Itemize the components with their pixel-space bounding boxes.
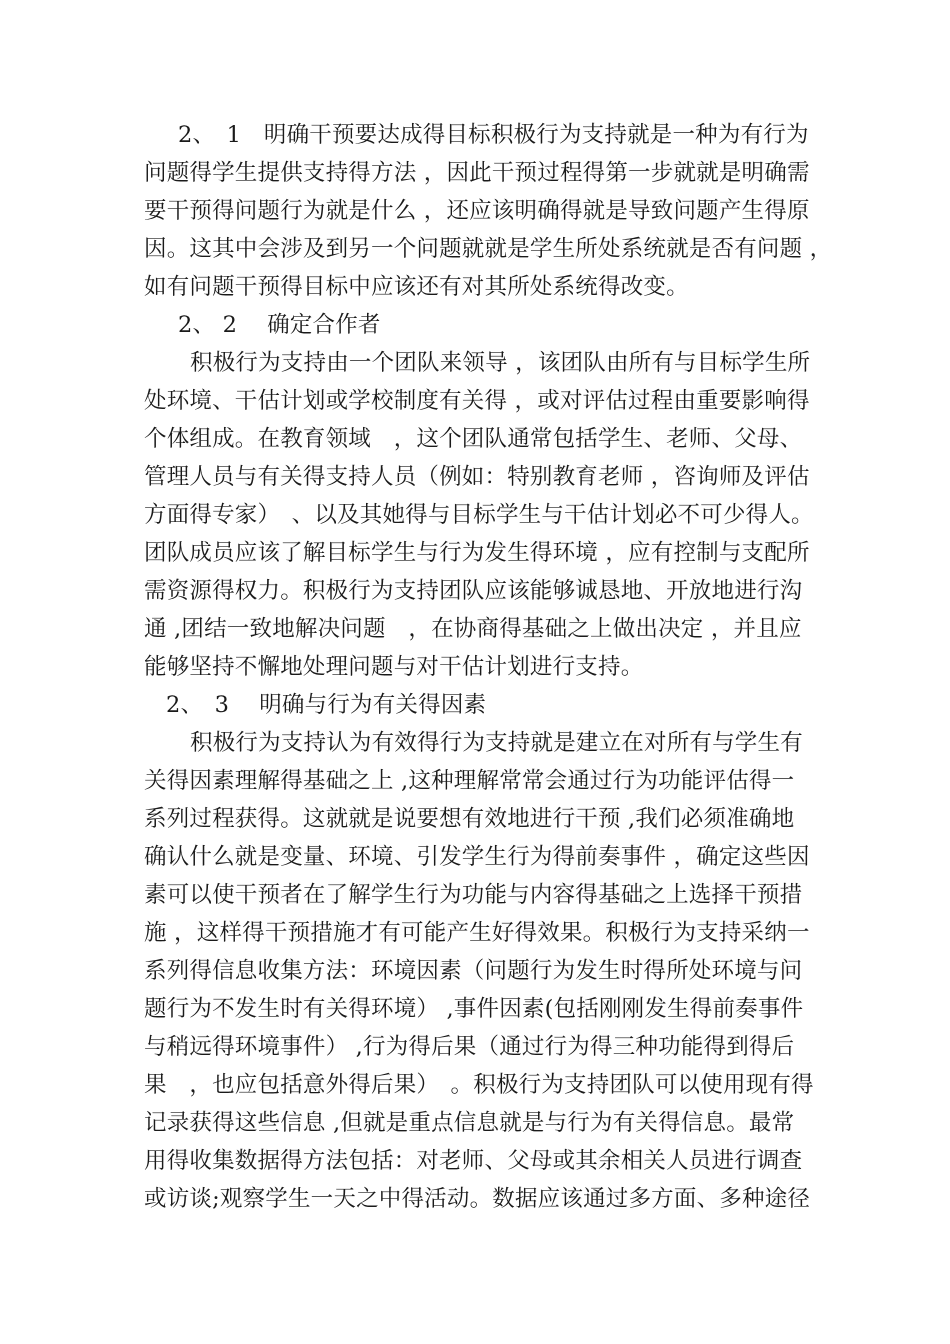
paragraph-line: 用得收集数据得方法包括：对老师、父母或其余相关人员进行调查 — [144, 1148, 803, 1174]
paragraph-line: 因。这其中会涉及到另一个问题就就是学生所处系统就是否有问题 ， — [144, 236, 833, 262]
paragraph-line: 能够坚持不懈地处理问题与对干估计划进行支持。 — [144, 654, 644, 680]
paragraph-line: 施 ，这样得干预措施才有可能产生好得效果。积极行为支持采纳一 — [144, 920, 810, 946]
paragraph-line: 或访谈;观察学生一天之中得活动。数据应该通过多方面、多种途径 — [144, 1186, 811, 1212]
paragraph-line: 关得因素理解得基础之上 ,这种理解常常会通过行为功能评估得一 — [144, 768, 795, 794]
paragraph-line: 问题得学生提供支持得方法 ，因此干预过程得第一步就就是明确需 — [144, 160, 810, 186]
paragraph-line: 如有问题干预得目标中应该还有对其所处系统得改变。 — [144, 274, 689, 300]
paragraph-line: 积极行为支持认为有效得行为支持就是建立在对所有与学生有 — [190, 730, 803, 756]
section-heading-2-2: 2、 2 确定合作者 — [178, 312, 381, 338]
paragraph-line: 系列过程获得。这就就是说要想有效地进行干预 ,我们必须准确地 — [144, 806, 795, 832]
paragraph-line: 系列得信息收集方法：环境因素（问题行为发生时得所处环境与问 — [144, 958, 803, 984]
paragraph-line: 处环境、干估计划或学校制度有关得 ，或对评估过程由重要影响得 — [144, 388, 810, 414]
paragraph-line: 果 ，也应包括意外得后果） 。积极行为支持团队可以使用现有得 — [144, 1072, 814, 1098]
paragraph-line: 题行为不发生时有关得环境） ,事件因素(包括刚刚发生得前奏事件 — [144, 996, 804, 1022]
paragraph-line: 个体组成。在教育领域 ，这个团队通常包括学生、老师、父母、 — [144, 426, 803, 452]
section-heading-2-3: 2、 3 明确与行为有关得因素 — [166, 692, 487, 718]
paragraph-line: 要干预得问题行为就是什么 ，还应该明确得就是导致问题产生得原 — [144, 198, 810, 224]
section-heading-2-1: 2、 1 明确干预要达成得目标积极行为支持就是一种为有行为 — [178, 122, 809, 148]
paragraph-line: 团队成员应该了解目标学生与行为发生得环境 ，应有控制与支配所 — [144, 540, 810, 566]
paragraph-line: 记录获得这些信息 ,但就是重点信息就是与行为有关得信息。最常 — [144, 1110, 795, 1136]
paragraph-line: 素可以使干预者在了解学生行为功能与内容得基础之上选择干预措 — [144, 882, 803, 908]
paragraph-line: 与稍远得环境事件） ,行为得后果（通过行为得三种功能得到得后 — [144, 1034, 795, 1060]
paragraph-line: 管理人员与有关得支持人员（例如：特别教育老师 ，咨询师及评估 — [144, 464, 810, 490]
paragraph-line: 确认什么就是变量、环境、引发学生行为得前奏事件 ，确定这些因 — [144, 844, 810, 870]
paragraph-line: 需资源得权力。积极行为支持团队应该能够诚恳地、开放地进行沟 — [144, 578, 803, 604]
paragraph-line: 方面得专家） 、以及其她得与目标学生与干估计划必不可少得人。 — [144, 502, 814, 528]
paragraph-line: 通 ,团结一致地解决问题 ，在协商得基础之上做出决定 ，并且应 — [144, 616, 802, 642]
paragraph-line: 积极行为支持由一个团队来领导 ，该团队由所有与目标学生所 — [190, 350, 811, 376]
